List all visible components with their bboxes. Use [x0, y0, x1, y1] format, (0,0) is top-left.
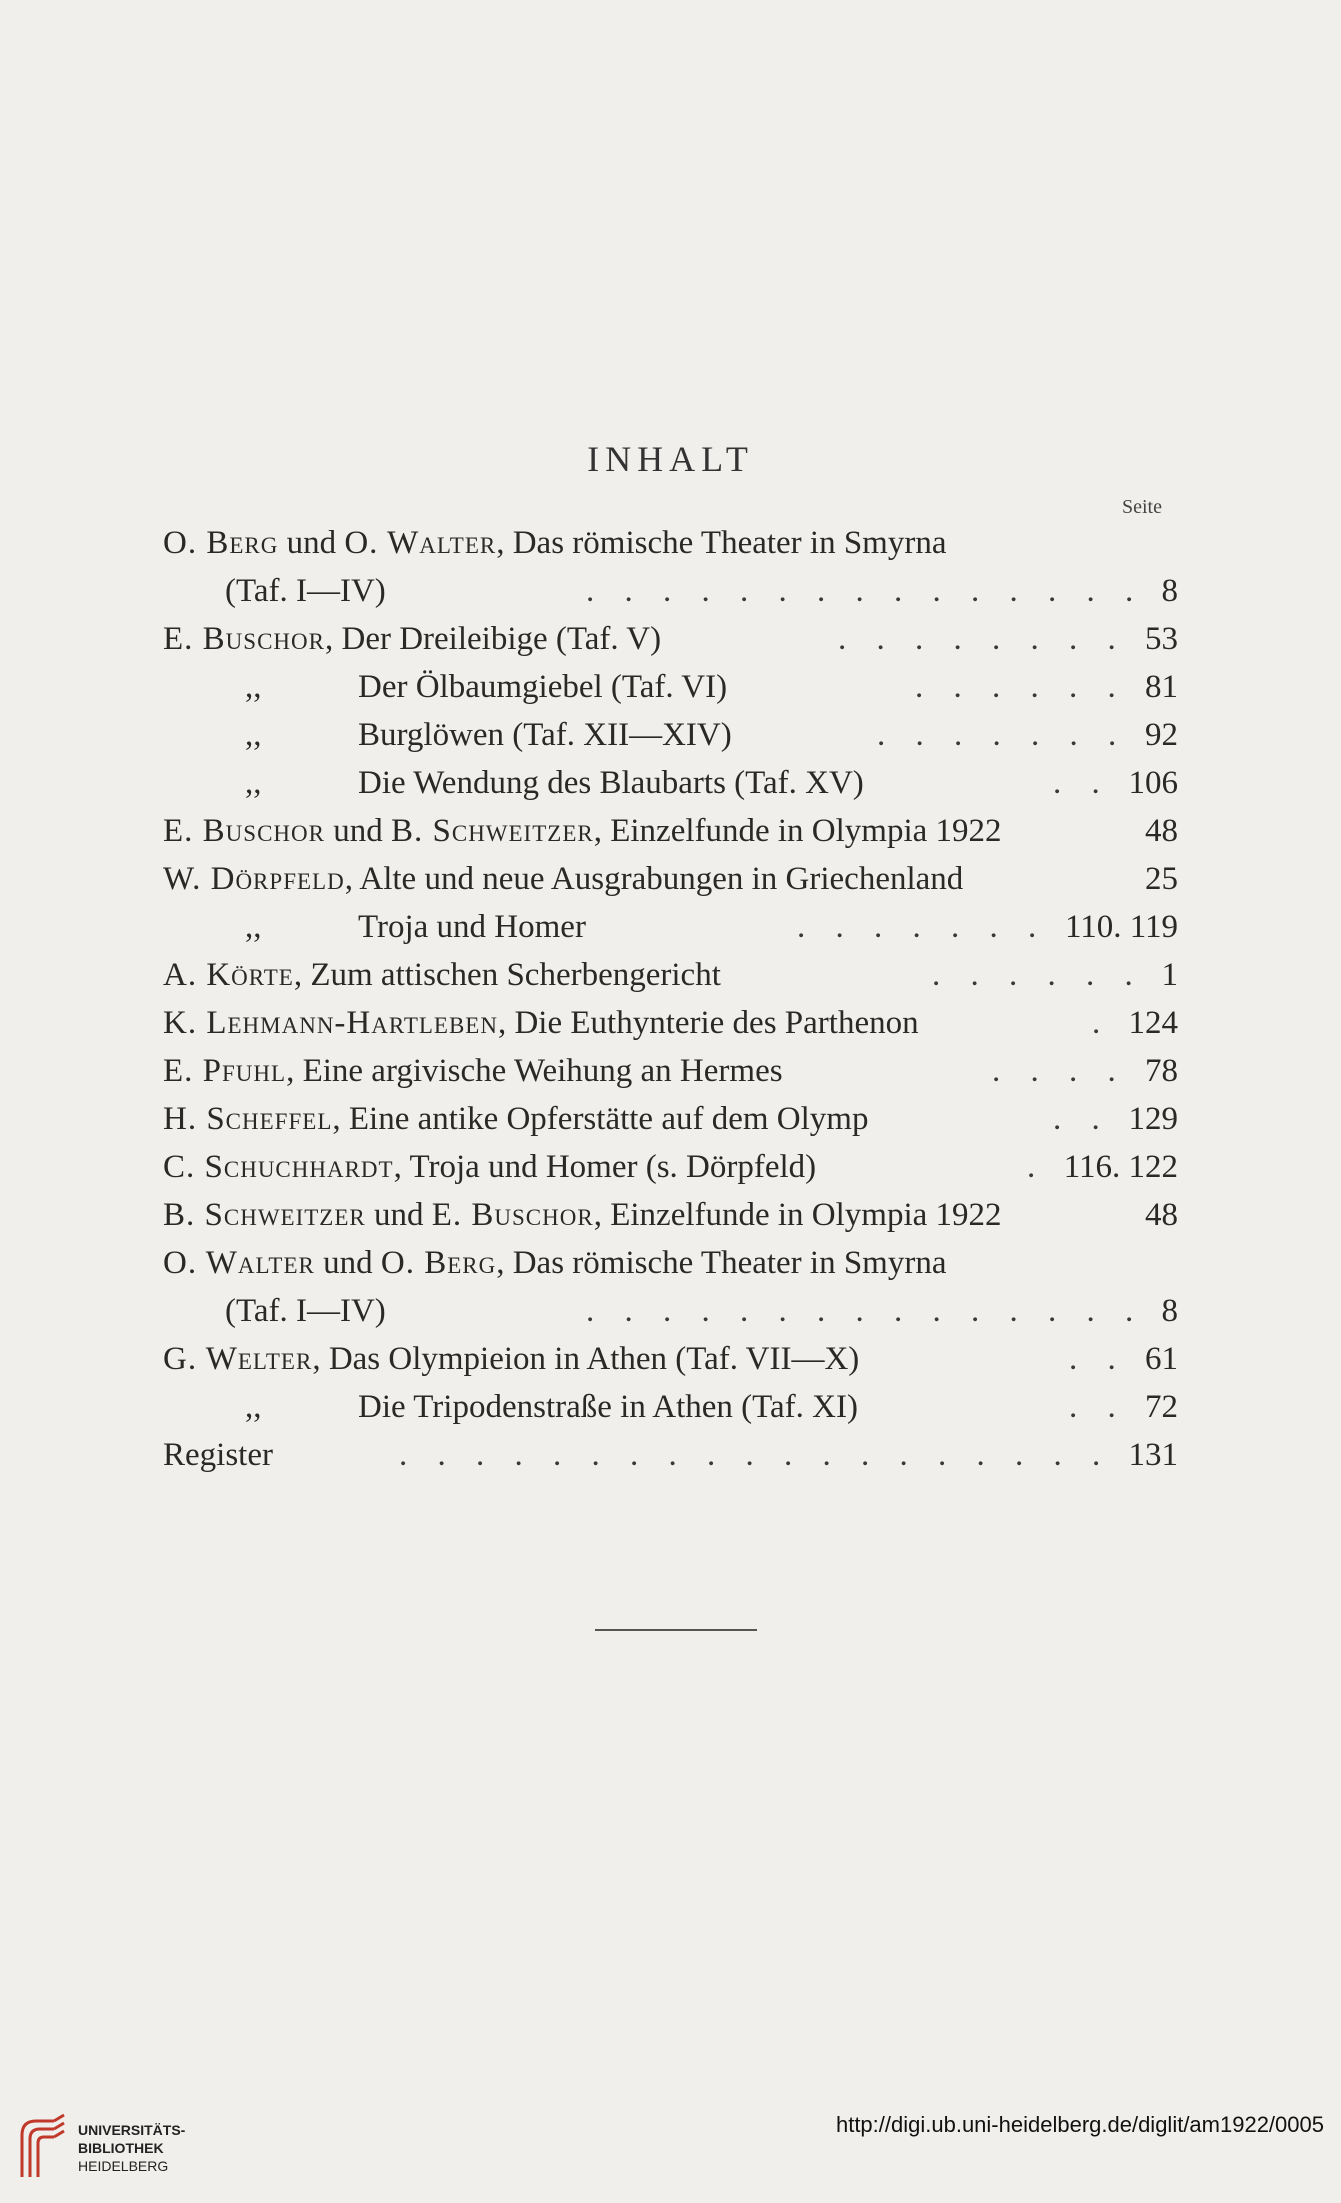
entry-text	[358, 711, 732, 759]
leader-dots: . .	[1069, 1389, 1127, 1425]
leader-dots: . . . . . . . .	[838, 621, 1127, 657]
source-url[interactable]: http://digi.ub.uni-heidelberg.de/diglit/am1922/0005	[835, 2112, 1324, 2137]
toc-entry	[0, 999, 1341, 1047]
author-name: E. Buschor	[431, 1197, 594, 1233]
entry-title: , Eine argivische Weihung an Hermes	[286, 1053, 783, 1089]
entry-text	[225, 1287, 386, 1335]
toc-entry	[0, 855, 1341, 903]
library-logo[interactable]	[14, 2107, 184, 2197]
entry-text	[163, 1095, 868, 1143]
page-number: 124	[1128, 1005, 1178, 1041]
page-number: 110. 119	[1064, 909, 1178, 945]
author-name: E. Buschor	[163, 813, 325, 849]
page-number: 25	[1145, 861, 1178, 897]
page-number: 48	[1145, 813, 1178, 849]
entry-title: , Einzelfunde in Olympia 1922	[593, 813, 1002, 849]
author-conjunction: und	[324, 813, 391, 849]
entry-title: , Alte und neue Ausgrabungen in Griechenland	[344, 861, 964, 897]
entry-text	[358, 663, 727, 711]
toc-entry	[0, 1095, 1341, 1143]
author-name: E. Pfuhl	[163, 1053, 287, 1089]
entry-title: Die Tripodenstraße in Athen (Taf. XI)	[358, 1389, 858, 1425]
author-name: O. Berg	[163, 525, 279, 561]
toc-entry	[0, 615, 1341, 663]
entry-text	[163, 951, 721, 999]
author-name: W. Dörpfeld	[163, 861, 345, 897]
leader-dots: . . . . . . .	[877, 717, 1128, 753]
entry-text	[163, 1239, 947, 1287]
page-title: INHALT	[587, 439, 754, 479]
author-conjunction: und	[365, 1197, 432, 1233]
leader-dots: . . . . . . . . . . . . . . .	[586, 1293, 1145, 1329]
leader-dots: . .	[1053, 765, 1111, 801]
library-name-line2: BIBLIOTHEK	[78, 2140, 164, 2156]
leader-dots: . . . .	[992, 1053, 1127, 1089]
ditto-mark: ,,	[245, 765, 262, 801]
page-column-label: Seite	[1122, 496, 1162, 518]
toc-entry	[0, 1287, 1341, 1335]
author-name: H. Scheffel	[163, 1101, 333, 1137]
author-name: B. Schweitzer	[163, 1197, 366, 1233]
toc-entry	[0, 1383, 1341, 1431]
entry-title: , Das römische Theater in Smyrna	[496, 525, 947, 561]
leader-dots: . .	[1053, 1101, 1111, 1137]
page-number: 1	[1161, 957, 1178, 993]
page-number: 81	[1145, 669, 1178, 705]
entry-title: Troja und Homer	[358, 909, 586, 945]
library-emblem-icon	[14, 2107, 74, 2187]
entry-title: Der Ölbaumgiebel (Taf. VI)	[358, 669, 728, 705]
entry-title: , Troja und Homer (s. Dörpfeld)	[393, 1149, 817, 1185]
entry-title: , Eine antike Opferstätte auf dem Olymp	[332, 1101, 869, 1137]
entry-title: , Das Olympieion in Athen (Taf. VII—X)	[312, 1341, 860, 1377]
toc-entry	[0, 1239, 1341, 1287]
entry-title: Die Wendung des Blaubarts (Taf. XV)	[358, 765, 864, 801]
entry-text	[358, 903, 586, 951]
ditto-mark: ,,	[245, 909, 262, 945]
toc-entry	[0, 1431, 1341, 1479]
leader-dots: . . . . . .	[915, 669, 1127, 705]
author-name: A. Körte	[163, 957, 294, 993]
author-conjunction: und	[314, 1245, 381, 1281]
entry-text	[163, 1143, 816, 1191]
end-rule	[595, 1629, 757, 1631]
toc-entry	[0, 1191, 1341, 1239]
entry-title: Register	[163, 1437, 273, 1473]
toc-entry	[0, 759, 1341, 807]
toc-entry	[0, 903, 1341, 951]
page-number: 8	[1161, 573, 1178, 609]
entry-text	[163, 519, 947, 567]
leader-dots: . . . . . . . . . . . . . . . . . . .	[399, 1437, 1112, 1473]
entry-title: Burglöwen (Taf. XII—XIV)	[358, 717, 732, 753]
entry-title: , Einzelfunde in Olympia 1922	[593, 1197, 1002, 1233]
page-number: 78	[1145, 1053, 1178, 1089]
entry-title: , Das römische Theater in Smyrna	[496, 1245, 947, 1281]
page-number: 61	[1145, 1341, 1178, 1377]
library-name-line1: UNIVERSITÄTS-	[78, 2122, 186, 2138]
entry-text	[163, 1335, 859, 1383]
ditto-mark: ,,	[245, 717, 262, 753]
leader-dots: . . . . . .	[932, 957, 1144, 993]
toc-entry	[0, 1335, 1341, 1383]
page-number: 131	[1128, 1437, 1178, 1473]
author-name: O. Berg	[380, 1245, 497, 1281]
entry-text	[163, 855, 963, 903]
author-name: C. Schuchhardt	[163, 1149, 394, 1185]
author-conjunction: und	[278, 525, 345, 561]
entry-text	[163, 615, 661, 663]
page-number: 106	[1128, 765, 1178, 801]
page-number: 48	[1145, 1197, 1178, 1233]
page-number: 92	[1145, 717, 1178, 753]
entry-text	[163, 1431, 273, 1479]
author-name: O. Walter	[344, 525, 497, 561]
author-name: O. Walter	[163, 1245, 315, 1281]
author-name: G. Welter	[163, 1341, 313, 1377]
page-number: 53	[1145, 621, 1178, 657]
toc-entry	[0, 519, 1341, 567]
author-name: B. Schweitzer	[390, 813, 594, 849]
author-name: E. Buschor	[163, 621, 325, 657]
toc-entry	[0, 1047, 1341, 1095]
toc-entry	[0, 1143, 1341, 1191]
entry-text	[163, 807, 1002, 855]
toc-entry	[0, 567, 1341, 615]
toc-entry	[0, 663, 1341, 711]
leader-dots: . . . . . . . . . . . . . . .	[586, 573, 1145, 609]
entry-title: , Die Euthynterie des Parthenon	[497, 1005, 919, 1041]
toc-entry	[0, 807, 1341, 855]
page-number: 116. 122	[1063, 1149, 1178, 1185]
leader-dots: .	[1092, 1005, 1112, 1041]
entry-title: , Der Dreileibige (Taf. V)	[324, 621, 662, 657]
ditto-mark: ,,	[245, 669, 262, 705]
entry-text	[163, 999, 919, 1047]
page-number: 129	[1128, 1101, 1178, 1137]
leader-dots: . . . . . . .	[797, 909, 1048, 945]
entry-title: (Taf. I—IV)	[225, 573, 386, 609]
library-name	[78, 2121, 185, 2175]
entry-text	[163, 1047, 783, 1095]
entry-title: , Zum attischen Scherbengericht	[293, 957, 721, 993]
ditto-mark: ,,	[245, 1389, 262, 1425]
toc-entry	[0, 951, 1341, 999]
entry-text	[163, 1191, 1002, 1239]
entry-text	[358, 759, 864, 807]
entry-text	[358, 1383, 858, 1431]
entry-text	[225, 567, 386, 615]
page-number: 72	[1145, 1389, 1178, 1425]
toc-entry	[0, 711, 1341, 759]
library-name-line3: HEIDELBERG	[78, 2158, 169, 2174]
leader-dots: . .	[1069, 1341, 1127, 1377]
page-number: 8	[1161, 1293, 1178, 1329]
author-name: K. Lehmann-Hartleben	[163, 1005, 498, 1041]
entry-title: (Taf. I—IV)	[225, 1293, 386, 1329]
leader-dots: .	[1027, 1149, 1047, 1185]
